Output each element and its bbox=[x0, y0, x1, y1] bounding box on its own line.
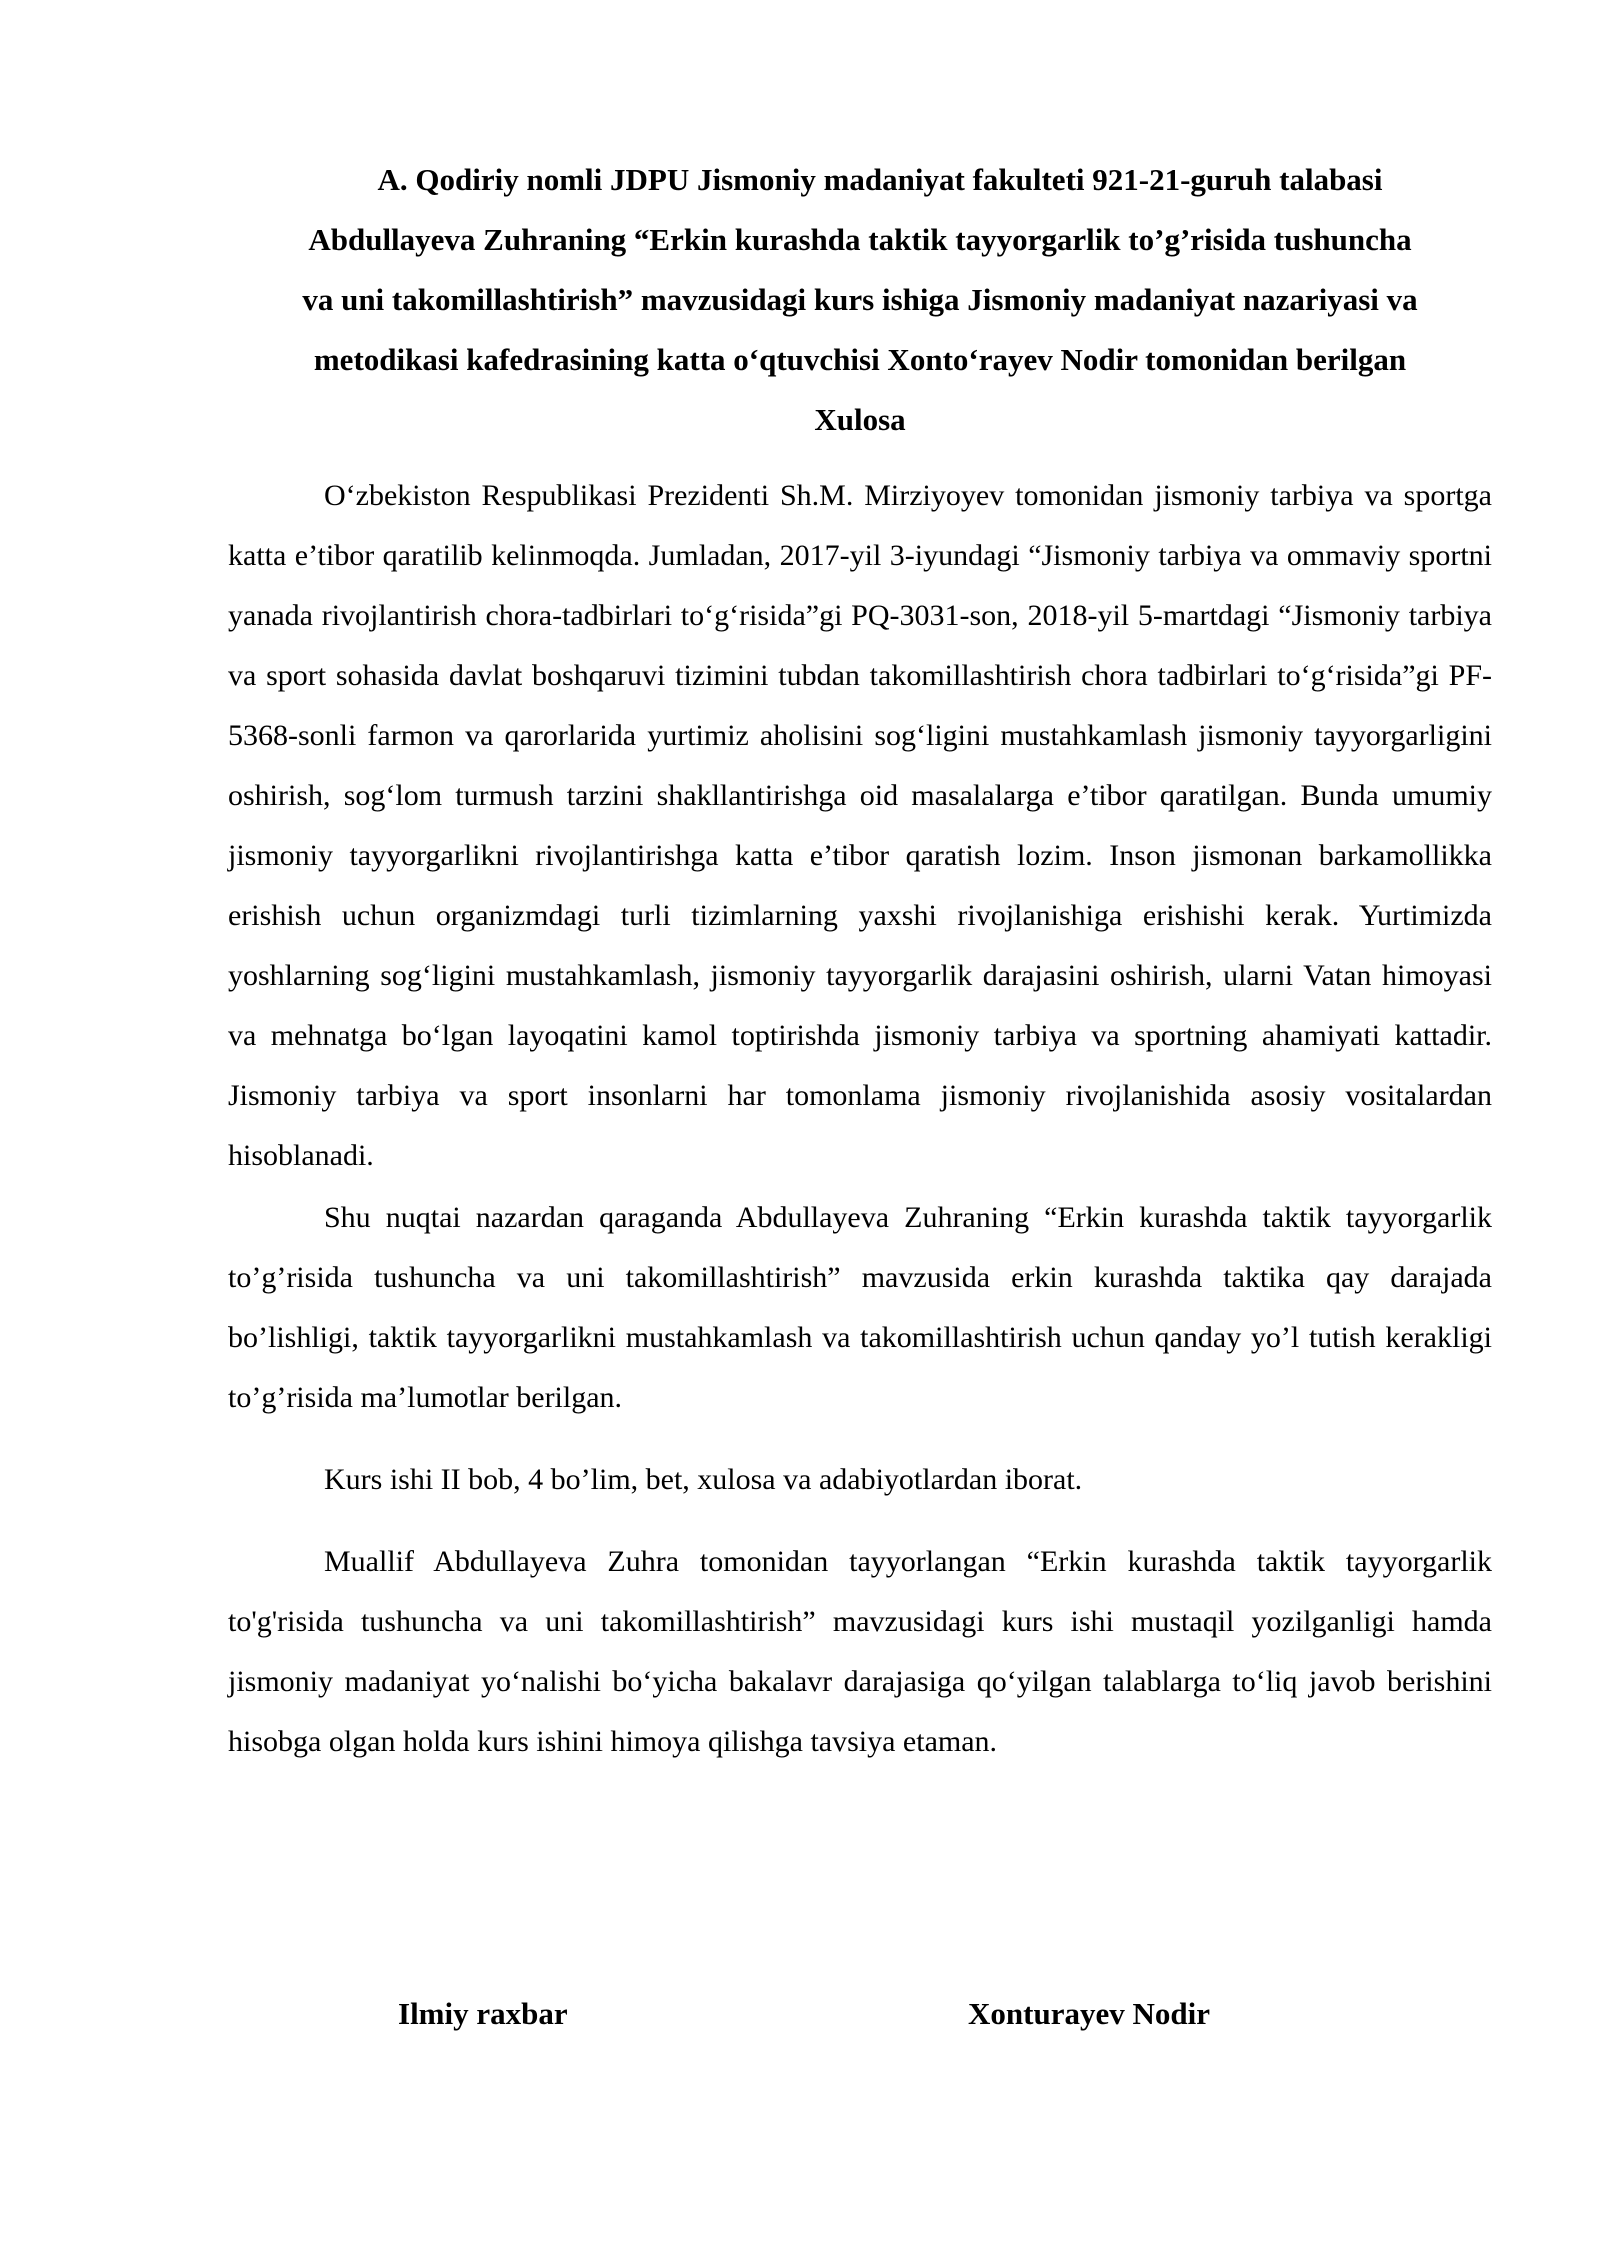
paragraph-structure: Kurs ishi II bob, 4 bo’lim, bet, xulosa va adabiyotlardan iborat. bbox=[324, 1463, 1083, 1496]
heading-line-4: metodikasi kafedrasining katta o‘qtuvchisi Xonto‘rayev Nodir tomonidan berilgan bbox=[313, 342, 1407, 377]
signature-name: Xonturayev Nodir bbox=[968, 1996, 1210, 2031]
signature-role: Ilmiy raxbar bbox=[398, 1996, 568, 2031]
heading-line-2: Abdullayeva Zuhraning “Erkin kurashda taktik tayyorgarlik to’g’risida tushuncha bbox=[308, 222, 1412, 257]
signature-block bbox=[0, 1984, 1600, 2044]
paragraph-intro: O‘zbekiston Respublikasi Prezidenti Sh.M. Mirziyoyev tomonidan jismoniy tarbiya va sportga katta e’tibor qaratilib kelinmoqda. Jumladan, 2017-yil 3-iyundagi “Jismoniy tarbiya va ommaviy sportni yanada rivojlantirish chora-tadbirlari to‘g‘risida”gi PQ-3031-son, 2018-yil 5-martdagi “Jismoniy tarbiya va sport sohasida davlat boshqaruvi tizimini tubdan takomillashtirish chora tadbirlari to‘g‘risida”gi PF-5368-sonli farmon va qarorlarida yurtimiz aholisini sog‘ligini mustahkamlash jismoniy tayyorgarligini oshirish, sog‘lom turmush tarzini shakllantirishga oid masalalarga e’tibor qaratilgan. Bunda umumiy jismoniy tayyorgarlikni rivojlantirishga katta e’tibor qaratish lozim. Inson jismonan barkamollikka erishish uchun organizmdagi turli tizimlarning yaxshi rivojlanishiga erishishi kerak. Yurtimizda yoshlarning sog‘ligini mustahkamlash, jismoniy tayyorgarlik darajasini oshirish, ularni Vatan himoyasi va mehnatga bo‘lgan layoqatini kamol toptirishda jismoniy tarbiya va sportning ahamiyati kattadir. Jismoniy tarbiya va sport insonlarni har tomonlama jismoniy rivojlanishida asosiy vositalardan hisoblanadi. bbox=[228, 479, 1492, 1172]
paragraph-topic: Shu nuqtai nazardan qaraganda Abdullayeva Zuhraning “Erkin kurashda taktik tayyorgarlik to’g’risida tushuncha va uni takomillashtirish” mavzusida erkin kurashda taktika qay darajada bo’lishligi, taktik tayyorgarlikni mustahkamlash va takomillashtirish uchun qanday yo’l tutish kerakligi to’g’risida ma’lumotlar berilgan. bbox=[228, 1201, 1492, 1414]
document-title: Xulosa bbox=[814, 402, 906, 437]
document-body bbox=[228, 466, 1492, 1772]
heading-line-1: A. Qodiriy nomli JDPU Jismoniy madaniyat fakulteti 921-21-guruh talabasi bbox=[377, 162, 1383, 197]
heading-line-3: va uni takomillashtirish” mavzusidagi kurs ishiga Jismoniy madaniyat nazariyasi va bbox=[302, 282, 1418, 317]
paragraph-recommendation: Muallif Abdullayeva Zuhra tomonidan tayyorlangan “Erkin kurashda taktik tayyorgarlik to'g'risida tushuncha va uni takomillashtirish” mavzusidagi kurs ishi mustaqil yozilganligi hamda jismoniy madaniyat yo‘nalishi bo‘yicha bakalavr darajasiga qo‘yilgan talablarga to‘liq javob berishini hisobga olgan holda kurs ishini himoya qilishga tavsiya etaman. bbox=[228, 1545, 1492, 1758]
document-heading bbox=[228, 150, 1492, 450]
